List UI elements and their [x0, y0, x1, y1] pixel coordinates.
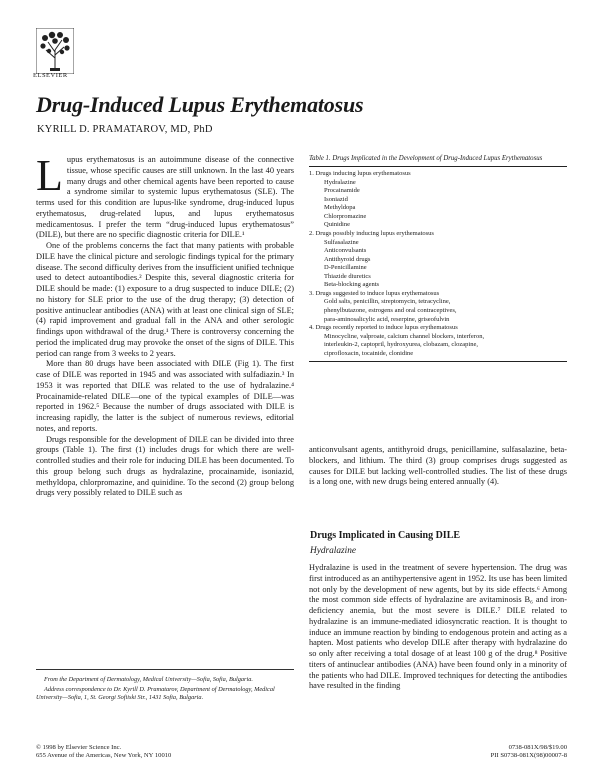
author-line: KYRILL D. PRAMATAROV, MD, PhD [37, 124, 213, 135]
table-item: Antithyroid drugs [324, 255, 371, 263]
table-item: Quinidine [324, 221, 350, 229]
subsection-heading: Hydralazine [310, 546, 356, 556]
table-group-label: 2. Drugs possibly inducing lupus erythematosus [309, 230, 434, 238]
table-group-3 [309, 290, 567, 324]
table-item: para-aminosalicylic acid, reserpine, griseofulvin [324, 315, 450, 323]
intro-paragraph: Lupus erythematosus is an autoimmune disease of the connective tissue, whose specific causes are still unknown. In the last 40 years many drugs and other chemical agents have been reported to cause a syndrome similar to systemic lupus erythematosus (SLE). The terms used for this condition are lupus-like syndrome, drug-induced lupus erythematosus, drug-related lupus, and lupus erythematosus medicamentosus. I prefer the term “drug-induced lupus erythematosus” (DILE), but there are no specific diagnostic criteria for DILE.¹ [36, 151, 294, 240]
table-item: Gold salts, penicillin, streptomycin, tetracycline, [324, 298, 451, 306]
table-item: Beta-blocking agents [324, 281, 380, 289]
table-group-label: 1. Drugs inducing lupus erythematosus [309, 170, 411, 178]
table-item: Isoniazid [324, 195, 348, 203]
pii: PII S0738-081X(98)00007-8 [490, 752, 567, 760]
table-rule-bottom [309, 361, 567, 362]
table-item: Thiazide diuretics [324, 272, 371, 280]
footnote-correspondence: Address correspondence to Dr. Kyrill D. Pramatarov, Department of Dermatology, Medical University—Sofia, 1, St. Georgi Sofiiski Str., 1431 Sofia, Bulgaria. [36, 686, 275, 702]
table-item: interleukin-2, captopril, hydroxyurea, clobazam, clozapine, [324, 341, 478, 349]
table-group-4 [309, 324, 567, 358]
table-group-label: 3. Drugs suggested to induce lupus erythematosus [309, 289, 440, 297]
footnote-rule [36, 669, 294, 670]
table-item: Hydralazine [324, 178, 356, 186]
copyright: © 1998 by Elsevier Science Inc. [36, 744, 122, 751]
issn: 0738-081X/98/$19.00 [508, 744, 567, 751]
paragraph: One of the problems concerns the fact that many patients with probable DILE have the clinical picture and serologic findings typical for the primary disease. The second difficulty derives from the insufficient unified technique used to detect autoantibodies.² Despite this, several diagnostic criteria for DILE should be made: (1) exposure to a drug suspected to induce DILE; (2) no history for SLE prior to the use of the drug therapy; (3) detection of positive antinuclear antibodies (ANA) with at least one clinical sign of SLE; (4) rapid improvement and gradual fall in the ANA and other serologic findings upon withdrawal of the drug.¹ There is controversy concerning the period the implicated drug may provoke the onset of the signs of DILE. This period can range from 3 weeks to 2 years. [36, 241, 294, 358]
paragraph: More than 80 drugs have been associated with DILE (Fig 1). The first case of DILE was reported in 1945 and was associated with sulfadiazin.³ In 1953 it was reported that DILE was related to the use of hydralazine.⁴ Procainamide-related DILE—one of the typical examples of DILE—was reported in 1962.⁵ Because the number of drugs associated with DILE is increasing rapidly, the latter is the subject of numerous reviews, editorial notes, and reports. [36, 359, 294, 433]
table-group-1 [309, 170, 567, 230]
article-title: Drug-Induced Lupus Erythematosus [36, 92, 364, 117]
footnote-affiliation: From the Department of Dermatology, Medical University—Sofia, Sofia, Bulgaria. [44, 676, 253, 683]
drug-table [309, 155, 567, 365]
table-group-label: 4. Drugs recently reported to induce lupus erythematosus [309, 324, 458, 332]
footer-left [36, 744, 171, 761]
paragraph: Drugs responsible for the development of DILE can be divided into three groups (Table 1). The first (1) includes drugs for which there are well-controlled studies and their role for inducing DILE has been documented. To this group belong such drugs as hydralazine, procainamide, isoniazid, methyldopa, chlorpromazine, and quinidine. To the second (2) group belong drugs very possibly related to DILE such as [36, 434, 294, 498]
table-caption: Table 1. Drugs Implicated in the Development of Drug-Induced Lupus Erythematosus [309, 155, 543, 162]
table-item: D-Penicillamine [324, 264, 367, 272]
body-column-right-top [309, 445, 567, 488]
table-item: Sulfasalazine [324, 238, 359, 246]
table-item: Procainamide [324, 187, 360, 195]
footer-right [400, 744, 567, 761]
paragraph: anticonvulsant agents, antithyroid drugs, penicillamine, sulfasalazine, beta-blockers, and lithium. The third (3) group comprises drugs suggested as causes for DILE but lacking well-controlled studies. The list of these drugs is a long one, with new drugs being entered annually (4). [309, 445, 567, 487]
publisher-address: 655 Avenue of the Americas, New York, NY 10010 [36, 752, 172, 760]
section-heading: Drugs Implicated in Causing DILE [310, 530, 461, 541]
table-rule-top [309, 166, 567, 167]
footnotes [36, 676, 294, 705]
publisher-name: ELSEVIER [33, 72, 68, 79]
table-group-2 [309, 230, 567, 290]
table-item: Chlorpromazine [324, 212, 367, 220]
paragraph: Hydralazine is used in the treatment of severe hypertension. The drug was first introduced as an antihypertensive agent in 1952. Its use has been limited not only by the development of new agents, but by its side effects.⁶ Among the most common side effects of hydralazine are avitaminosis B₆ and iron-deficiency anemia, but the most severe is DILE.⁷ DILE related to hydralazine is an immune-mediated idiosyncratic reaction. It is thought to induce an immune reaction by binding to endogenous protein and acting as a hapten. Most patients who develop DILE after therapy with hydralazine do so only after receiving a total dosage of at least 100 g of the drug.⁸ Positive titers of antinuclear antibodies (ANA) have been found only in a minority of the patients who had DILE. Improved techniques for detecting the antibodies have resulted in the finding [309, 563, 567, 691]
table-item: Anticonvulsants [324, 247, 367, 255]
table-item: ciprofloxacin, tocainide, clonidine [324, 349, 414, 357]
drop-cap: L [36, 151, 63, 200]
table-item: phenylbutazone, estrogens and oral contraceptives, [324, 306, 457, 314]
table-item: Methyldopa [324, 204, 356, 212]
body-column-left [36, 151, 294, 499]
table-item: Minocycline, valproate, calcium channel blockers, interferon, [324, 332, 485, 340]
body-column-right-bottom [309, 563, 567, 692]
elsevier-tree-logo [36, 28, 74, 74]
